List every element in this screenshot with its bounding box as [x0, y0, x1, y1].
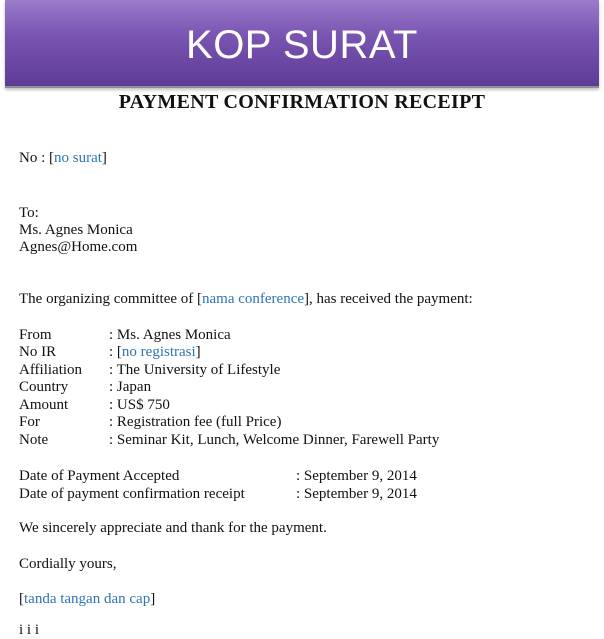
detail-label-no-ir: No IR	[19, 344, 57, 360]
detail-label-from: From	[19, 327, 52, 343]
signature-placeholder: tanda tangan dan cap	[24, 591, 151, 607]
letterhead-title: KOP SURAT	[186, 23, 418, 67]
date-label-confirmation-receipt: Date of payment confirmation receipt	[19, 486, 245, 502]
detail-value-no-ir	[109, 343, 201, 361]
signature-line	[19, 590, 155, 608]
detail-value-from: : Ms. Agnes Monica	[109, 327, 231, 343]
salutation: Cordially yours,	[19, 556, 117, 572]
to-label: To:	[19, 205, 39, 221]
letterhead-banner	[5, 0, 599, 88]
detail-label-for: For	[19, 414, 40, 430]
signature-open: [	[19, 591, 24, 607]
conference-placeholder: nama conference	[202, 291, 305, 307]
intro-prefix: The organizing committee of [	[19, 291, 202, 307]
letter-number-close: ]	[101, 150, 107, 166]
detail-value-amount: : US$ 750	[109, 397, 170, 413]
registration-number-placeholder: no registrasi	[121, 344, 196, 360]
detail-label-amount: Amount	[19, 397, 69, 413]
detail-value-for: : Registration fee (full Price)	[109, 414, 282, 430]
detail-label-affiliation: Affiliation	[19, 362, 83, 378]
no-ir-suffix: ]	[195, 344, 201, 360]
date-value-payment-accepted: : September 9, 2014	[296, 468, 417, 484]
letter-number-label: No : [	[19, 150, 54, 166]
thanks-sentence: We sincerely appreciate and thank for the payment.	[19, 520, 327, 536]
detail-value-affiliation: : The University of Lifestyle	[109, 362, 281, 378]
detail-value-note: : Seminar Kit, Lunch, Welcome Dinner, Farewell Party	[109, 432, 440, 448]
intro-suffix: ], has received the payment:	[304, 291, 473, 307]
document-title: PAYMENT CONFIRMATION RECEIPT	[118, 91, 486, 113]
detail-value-country: : Japan	[109, 379, 152, 395]
letter-number-placeholder: no surat	[54, 150, 102, 166]
detail-label-country: Country	[19, 379, 69, 395]
signer-name-partial: i i i	[19, 622, 40, 638]
date-value-confirmation-receipt: : September 9, 2014	[296, 486, 417, 502]
no-ir-prefix: : [	[109, 344, 122, 360]
date-label-payment-accepted: Date of Payment Accepted	[19, 468, 180, 484]
detail-label-note: Note	[19, 432, 49, 448]
letter-number	[19, 149, 107, 167]
recipient-name: Ms. Agnes Monica	[19, 222, 133, 238]
intro-sentence	[19, 290, 473, 308]
recipient-email: Agnes@Home.com	[19, 239, 138, 255]
signature-close: ]	[150, 591, 156, 607]
